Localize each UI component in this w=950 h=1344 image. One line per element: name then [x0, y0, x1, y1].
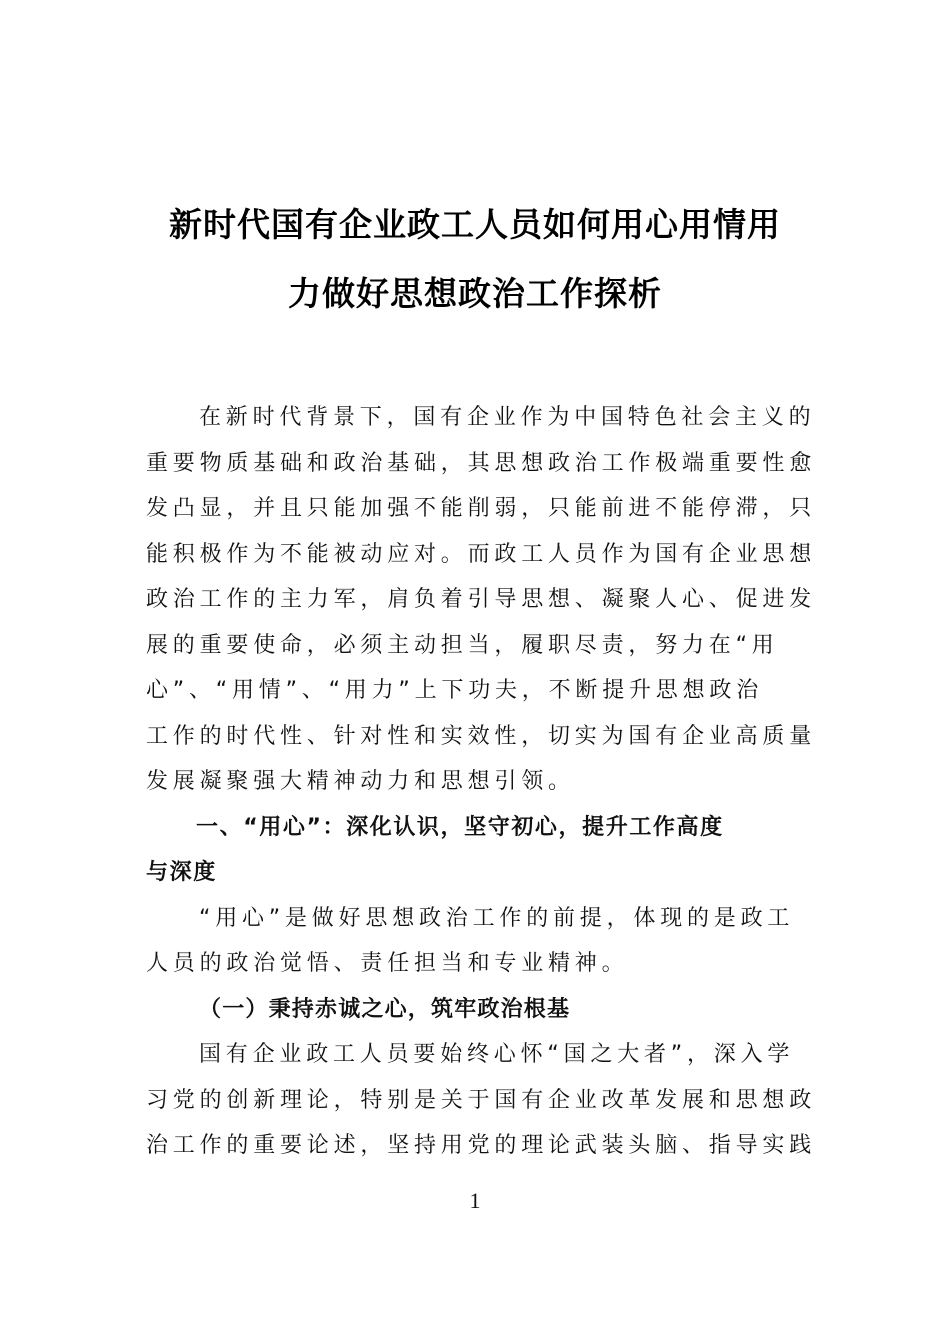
- paragraph-line: 展的重要使命，必须主动担当，履职尽责，努力在“用: [146, 632, 779, 658]
- paragraph-line: 能积极作为不能被动应对。而政工人员作为国有企业思想: [146, 541, 817, 567]
- paragraph-line: 治工作的重要论述，坚持用党的理论武装头脑、指导实践: [146, 1133, 817, 1158]
- paragraph-line: 人员的政治觉悟、责任担当和专业精神。: [146, 951, 629, 976]
- section-heading: [146, 805, 806, 851]
- paragraph-line: “用心”是做好思想政治工作的前提，体现的是政工: [199, 905, 795, 931]
- paragraph-line: 发凸显，并且只能加强不能削弱，只能前进不能停滞，只: [146, 496, 817, 521]
- section-heading-line-1: 一、“用心”：深化认识，坚守初心，提升工作高度: [196, 814, 724, 840]
- paragraph-line: 发展凝聚强大精神动力和思想引领。: [146, 769, 575, 794]
- paragraph-line: 在新时代背景下，国有企业作为中国特色社会主义的: [199, 405, 816, 430]
- paragraph-line: 政治工作的主力军，肩负着引导思想、凝聚人心、促进发: [146, 587, 817, 612]
- paragraph-line: 重要物质基础和政治基础，其思想政治工作极端重要性愈: [146, 450, 817, 476]
- subsection-heading: （一）秉持赤诚之心，筑牢政治根基: [199, 995, 571, 1022]
- title-line-1: 新时代国有企业政工人员如何用心用情用: [169, 205, 781, 244]
- title-line-2: 力做好思想政治工作探析: [288, 274, 662, 313]
- paragraph-line: 工作的时代性、针对性和实效性，切实为国有企业高质量: [146, 723, 817, 749]
- paragraph-line: 心”、“用情”、“用力”上下功夫，不断提升思想政治: [146, 678, 763, 703]
- document-body: [146, 395, 817, 1169]
- paragraph-line: 国有企业政工人员要始终心怀“国之大者”，深入学: [199, 1042, 795, 1067]
- section-heading-line-2: 与深度: [146, 860, 217, 885]
- paragraph-line: 习党的创新理论，特别是关于国有企业改革发展和思想政: [146, 1087, 817, 1113]
- page-number: 1: [469, 1188, 481, 1213]
- document-title: [120, 190, 830, 328]
